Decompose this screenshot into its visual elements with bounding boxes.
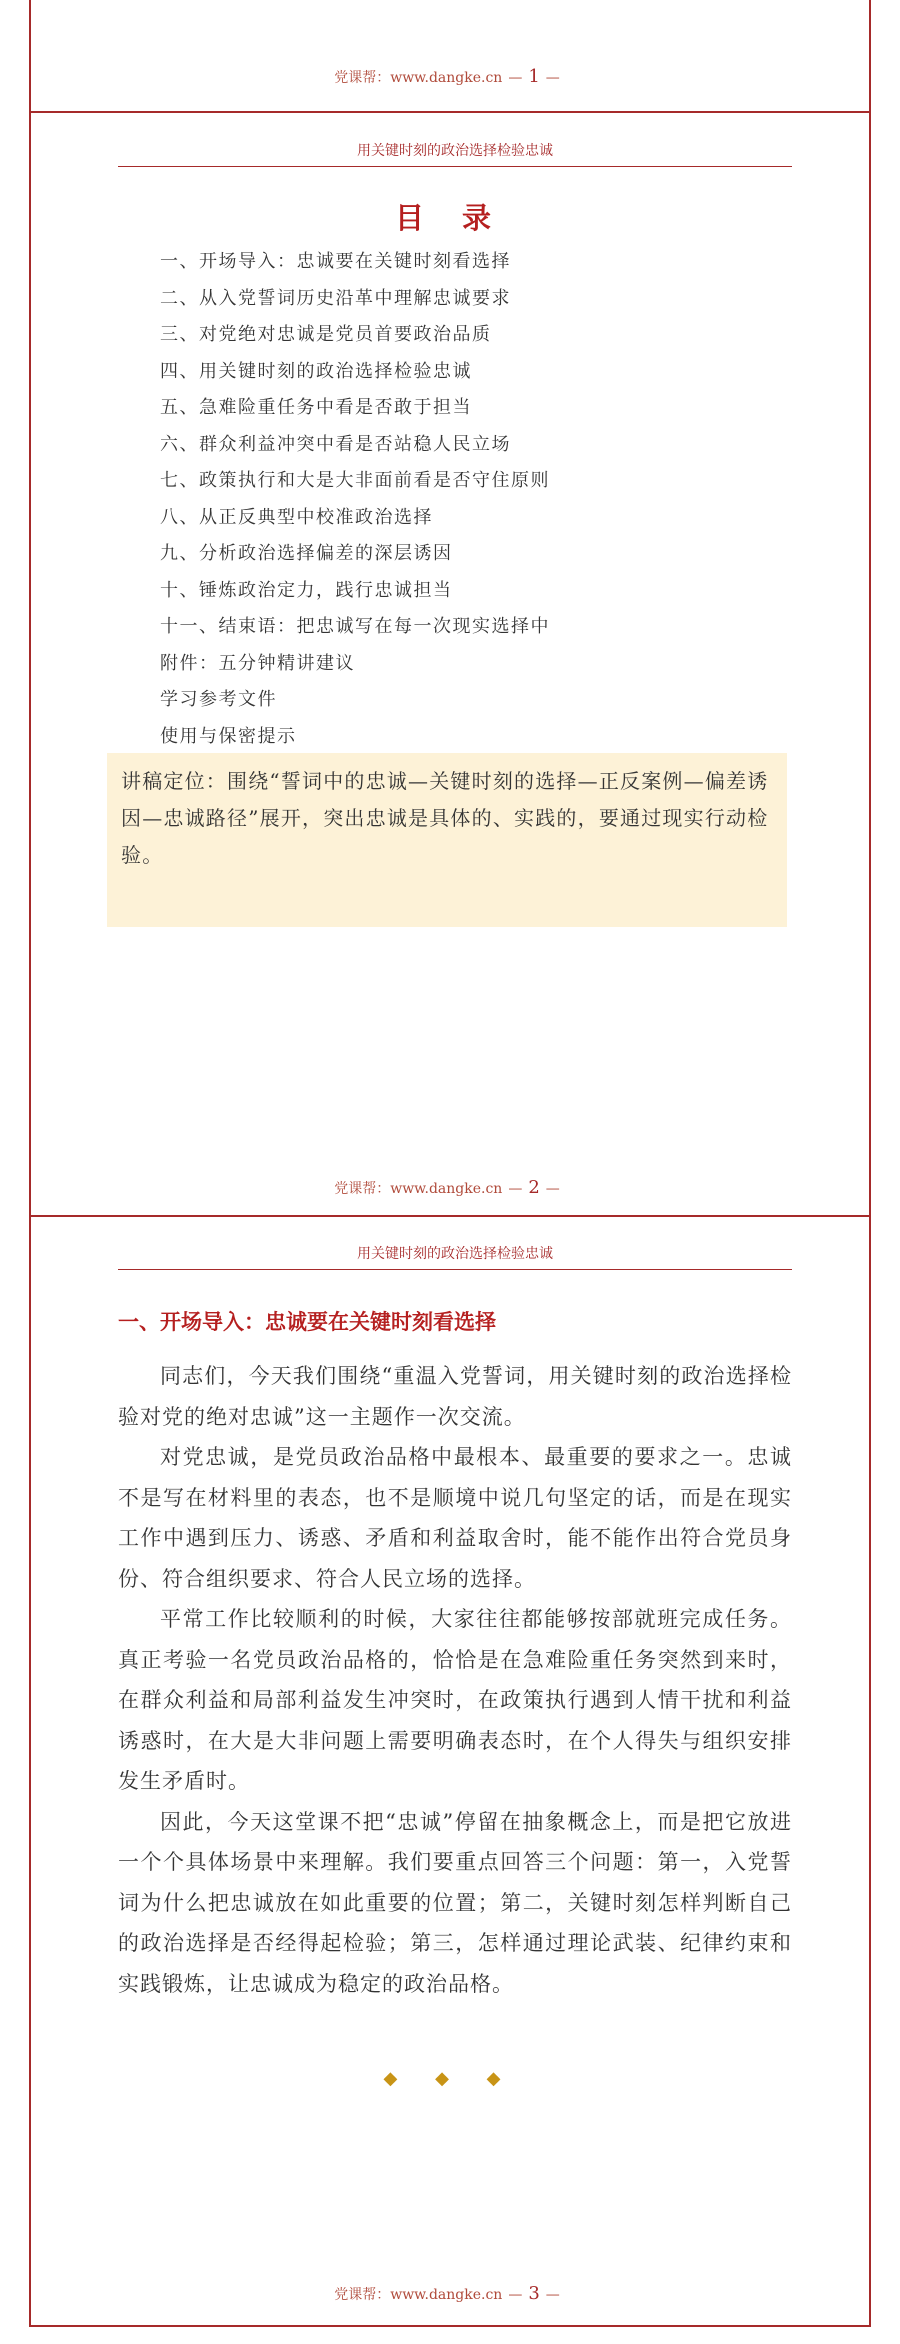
toc-item[interactable]: 学习参考文件 [160, 689, 277, 710]
page-number: 3 [528, 2283, 540, 2304]
paragraph: 对党忠诚，是党员政治品格中最根本、最重要的要求之一。忠诚不是写在材料里的表态，也不是顺境中说几句坚定的话，而是在现实工作中遇到压力、诱惑、矛盾和利益取舍时，能不能作出符合党员身份、符合组织要求、符合人民立场的选择。 [118, 1445, 792, 1591]
page-1-border [29, 0, 871, 112]
body-text [118, 1356, 792, 2004]
footer-dash: — [508, 70, 523, 86]
toc-item[interactable]: 四、用关键时刻的政治选择检验忠诚 [160, 360, 472, 382]
section-title: 一、开场导入：忠诚要在关键时刻看选择 [118, 1310, 496, 1334]
toc-item[interactable]: 一、开场导入：忠诚要在关键时刻看选择 [160, 251, 511, 272]
toc-item[interactable]: 五、急难险重任务中看是否敢于担当 [160, 397, 472, 418]
toc-list [160, 244, 550, 755]
toc-item[interactable]: 六、群众利益冲突中看是否站稳人民立场 [160, 433, 511, 455]
toc-item[interactable]: 十一、结束语：把忠诚写在每一次现实选择中 [160, 616, 550, 637]
page-number: 2 [528, 1177, 540, 1198]
running-head: 用关键时刻的政治选择检验忠诚 [118, 1243, 792, 1270]
toc-item[interactable]: 使用与保密提示 [160, 725, 297, 747]
page-2-footer [0, 1177, 900, 1198]
footer-dash: — [545, 2287, 560, 2303]
paragraph: 同志们，今天我们围绕“重温入党誓词，用关键时刻的政治选择检验对党的绝对忠诚”这一主题作一次交流。 [118, 1364, 792, 1429]
toc-item[interactable]: 附件：五分钟精讲建议 [160, 652, 355, 674]
toc-item[interactable]: 二、从入党誓词历史沿革中理解忠诚要求 [160, 287, 511, 309]
page-number: 1 [528, 66, 540, 87]
toc-item[interactable]: 三、对党绝对忠诚是党员首要政治品质 [160, 324, 492, 345]
footer-dash: — [508, 1181, 523, 1197]
page-3-footer [0, 2283, 900, 2304]
footer-dash: — [508, 2287, 523, 2303]
toc-item[interactable]: 九、分析政治选择偏差的深层诱因 [160, 543, 453, 564]
footer-dash: — [545, 70, 560, 86]
page-1-footer [0, 66, 900, 87]
footer-site: 党课帮：www.dangke.cn [334, 1181, 503, 1197]
toc-item[interactable]: 七、政策执行和大是大非面前看是否守住原则 [160, 470, 550, 491]
toc-title: 目 录 [394, 201, 506, 235]
paragraph: 平常工作比较顺利的时候，大家往往都能够按部就班完成任务。真正考验一名党员政治品格的，恰恰是在急难险重任务突然到来时，在群众利益和局部利益发生冲突时，在政策执行遇到人情干扰和利益诱惑时，在大是大非问题上需要明确表态时，在个人得失与组织安排发生矛盾时。 [118, 1607, 792, 1793]
toc-item[interactable]: 八、从正反典型中校准政治选择 [160, 506, 433, 528]
footer-dash: — [545, 1181, 560, 1197]
footer-site: 党课帮：www.dangke.cn [334, 2287, 503, 2303]
paragraph: 因此，今天这堂课不把“忠诚”停留在抽象概念上，而是把它放进一个个具体场景中来理解。我们要重点回答三个问题：第一，入党誓词为什么把忠诚放在如此重要的位置；第二，关键时刻怎样判断自己的政治选择是否经得起检验；第三，怎样通过理论武装、纪律约束和实践锻炼，让忠诚成为稳定的政治品格。 [118, 1809, 792, 1996]
positioning-callout: 讲稿定位：围绕“誓词中的忠诚—关键时刻的选择—正反案例—偏差诱因—忠诚路径”展开，突出忠诚是具体的、实践的，要通过现实行动检验。 [107, 753, 787, 927]
diamond-divider: ◆ ◆ ◆ [383, 2068, 517, 2089]
footer-site: 党课帮：www.dangke.cn [334, 70, 503, 86]
toc-item[interactable]: 十、锤炼政治定力，践行忠诚担当 [160, 579, 453, 601]
page-bottom-rule [29, 2325, 871, 2327]
running-head: 用关键时刻的政治选择检验忠诚 [118, 140, 792, 167]
